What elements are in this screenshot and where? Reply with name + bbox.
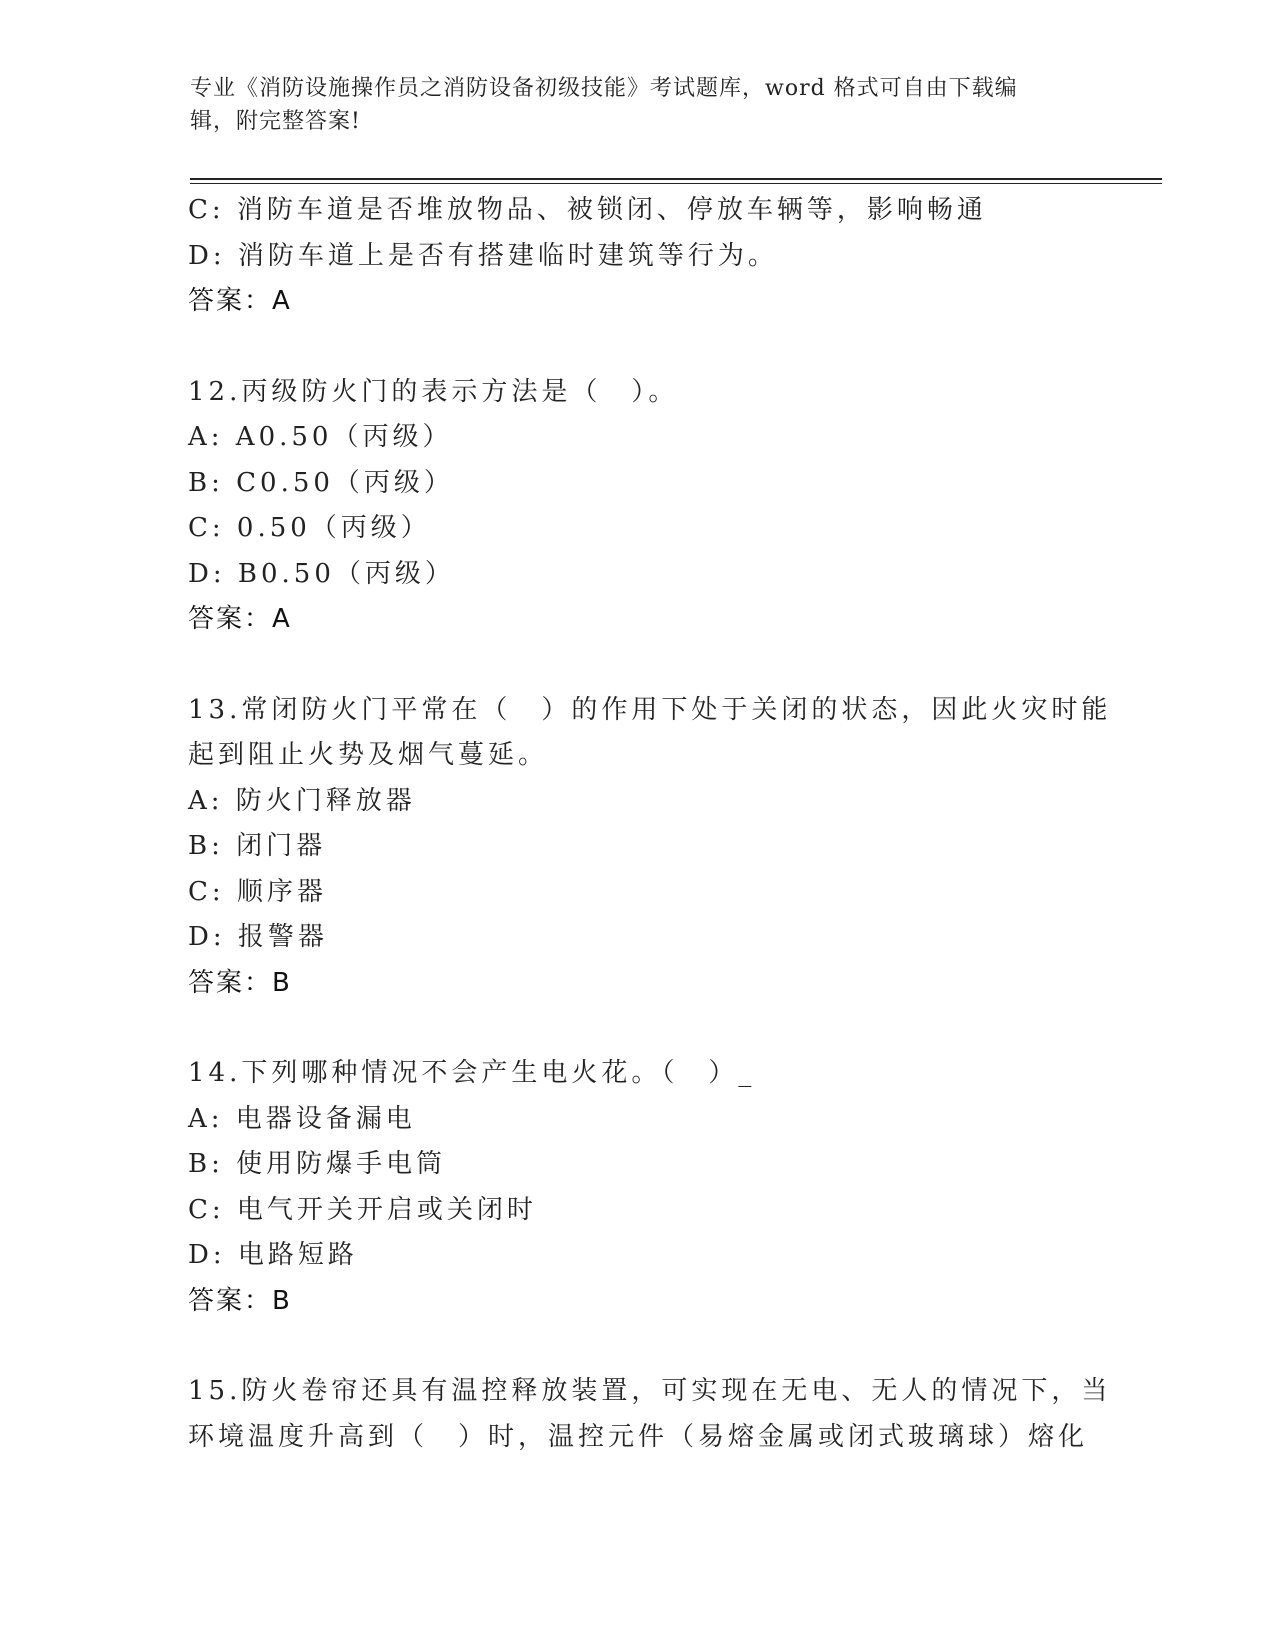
option-d: D: 消防车道上是否有搭建临时建筑等行为。: [188, 240, 778, 271]
question-stem-line-1: 13.常闭防火门平常在（ ）的作用下处于关闭的状态，因此火灾时能: [188, 694, 1112, 725]
option-b: B: 使用防爆手电筒: [188, 1149, 447, 1179]
question-stem-line-2: 起到阻止火势及烟气蔓延。: [188, 740, 549, 770]
question-15: [188, 1369, 1112, 1460]
question-14: [188, 1051, 1088, 1324]
spacer: [188, 1006, 1088, 1051]
header-line-2: 辑，附完整答案!: [190, 109, 361, 134]
option-d: D: 电路短路: [188, 1240, 358, 1270]
header-divider-thick: [190, 178, 1162, 180]
spacer: [188, 1324, 1088, 1369]
option-a: A: A0.50（丙级）: [188, 422, 453, 452]
option-c: C: 0.50（丙级）: [188, 513, 431, 543]
answer: 答案：A: [188, 286, 292, 316]
answer: 答案：B: [188, 1285, 292, 1316]
option-b: B: 闭门器: [188, 831, 327, 861]
option-d: D: 报警器: [188, 922, 328, 952]
option-a: A: 防火门释放器: [188, 785, 416, 816]
header-line-1: 专业《消防设施操作员之消防设备初级技能》考试题库，word 格式可自由下载编: [190, 76, 1018, 101]
option-a: A: 电器设备漏电: [188, 1103, 416, 1134]
page-header: [190, 72, 1090, 138]
question-list: [188, 188, 1112, 1460]
question-11: [188, 188, 1088, 325]
question-stem-line-2: 环境温度升高到（ ）时，温控元件（易熔金属或闭式玻璃球）熔化: [188, 1421, 1089, 1452]
option-b: B: C0.50（丙级）: [188, 467, 454, 498]
option-d: D: B0.50（丙级）: [188, 558, 455, 589]
question-stem-line-1: 15.防火卷帘还具有温控释放装置，可实现在无电、无人的情况下，当: [188, 1376, 1112, 1406]
spacer: [188, 325, 1088, 370]
question-stem: 12.丙级防火门的表示方法是（ ）。: [188, 376, 679, 407]
option-c: C: 顺序器: [188, 876, 327, 907]
spacer: [188, 643, 1088, 688]
header-divider-thin: [190, 183, 1162, 184]
question-13: [188, 688, 1112, 1007]
answer: 答案：A: [188, 604, 292, 634]
question-stem: 14.下列哪种情况不会产生电火花。（ ）_: [188, 1058, 756, 1088]
option-c: C: 消防车道是否堆放物品、被锁闭、停放车辆等，影响畅通: [188, 195, 987, 225]
answer: 答案：B: [188, 967, 292, 998]
option-c: C: 电气开关开启或关闭时: [188, 1194, 537, 1225]
question-12: [188, 370, 1088, 643]
